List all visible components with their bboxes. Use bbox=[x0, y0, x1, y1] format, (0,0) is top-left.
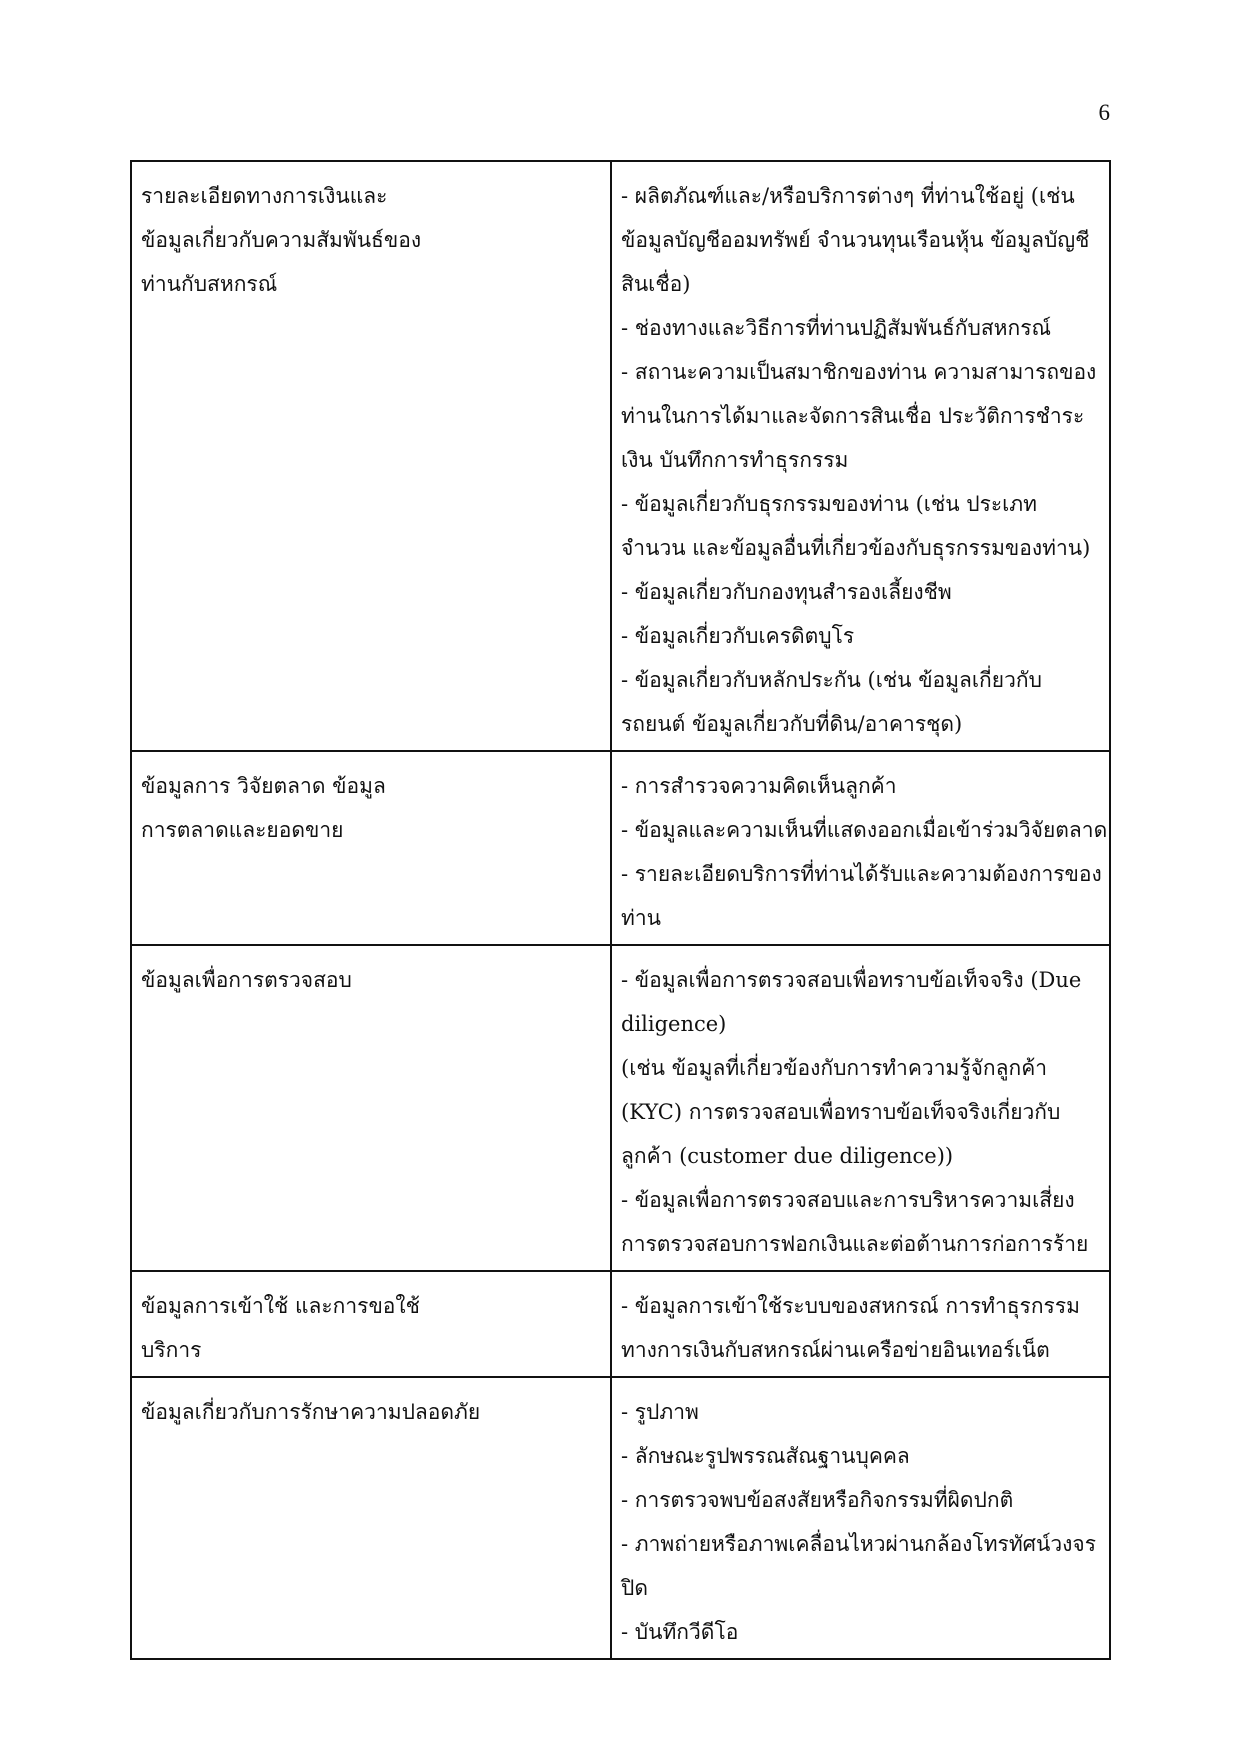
details-line: - ข้อมูลเกี่ยวกับเครดิตบูโร bbox=[621, 624, 855, 648]
details-line: จำนวน และข้อมูลอื่นที่เกี่ยวข้องกับธุรกรรมของท่าน) bbox=[621, 536, 1091, 560]
details-line: รถยนต์ ข้อมูลเกี่ยวกับที่ดิน/อาคารชุด) bbox=[621, 712, 963, 736]
details-cell bbox=[611, 1271, 1110, 1377]
details-line: - การสำรวจความคิดเห็นลูกค้า bbox=[621, 774, 897, 798]
category-line: รายละเอียดทางการเงินและ bbox=[141, 184, 388, 208]
category-cell bbox=[131, 1377, 611, 1659]
details-line: ท่าน bbox=[621, 906, 661, 930]
details-line: diligence) bbox=[621, 1012, 727, 1036]
table-row bbox=[131, 1271, 1110, 1377]
details-line: - ข้อมูลการเข้าใช้ระบบของสหกรณ์ การทำธุรกรรม bbox=[621, 1294, 1080, 1318]
category-line: ข้อมูลการเข้าใช้ และการขอใช้ bbox=[141, 1294, 420, 1318]
category-line: การตลาดและยอดขาย bbox=[141, 818, 344, 842]
category-line: ข้อมูลเพื่อการตรวจสอบ bbox=[141, 968, 352, 992]
details-line: - ภาพถ่ายหรือภาพเคลื่อนไหวผ่านกล้องโทรทัศน์วงจร bbox=[621, 1532, 1096, 1556]
details-line: - ข้อมูลและความเห็นที่แสดงออกเมื่อเข้าร่วมวิจัยตลาด bbox=[621, 818, 1108, 842]
details-cell bbox=[611, 1377, 1110, 1659]
details-line: - ข้อมูลเพื่อการตรวจสอบและการบริหารความเสี่ยง bbox=[621, 1188, 1075, 1212]
category-line: ท่านกับสหกรณ์ bbox=[141, 272, 278, 296]
details-line: - บันทึกวีดีโอ bbox=[621, 1620, 739, 1644]
details-line: - ผลิตภัณฑ์และ/หรือบริการต่างๆ ที่ท่านใช้อยู่ (เช่น bbox=[621, 184, 1075, 208]
details-line: - ลักษณะรูปพรรณสัณฐานบุคคล bbox=[621, 1444, 910, 1468]
details-line: - ช่องทางและวิธีการที่ท่านปฏิสัมพันธ์กับสหกรณ์ bbox=[621, 316, 1051, 340]
details-line: - ข้อมูลเกี่ยวกับกองทุนสำรองเลี้ยงชีพ bbox=[621, 580, 952, 604]
category-cell bbox=[131, 945, 611, 1271]
personal-data-table bbox=[130, 160, 1111, 1660]
category-cell bbox=[131, 161, 611, 751]
details-line: ปิด bbox=[621, 1576, 648, 1600]
details-cell bbox=[611, 751, 1110, 945]
details-line: ทางการเงินกับสหกรณ์ผ่านเครือข่ายอินเทอร์เน็ต bbox=[621, 1338, 1050, 1362]
details-line: - รายละเอียดบริการที่ท่านได้รับและความต้องการของ bbox=[621, 862, 1102, 886]
details-line: (เช่น ข้อมูลที่เกี่ยวข้องกับการทำความรู้จักลูกค้า bbox=[621, 1056, 1048, 1080]
details-line: เงิน บันทึกการทำธุรกรรม bbox=[621, 448, 849, 472]
category-cell bbox=[131, 1271, 611, 1377]
category-line: ข้อมูลเกี่ยวกับการรักษาความปลอดภัย bbox=[141, 1400, 481, 1424]
category-line: บริการ bbox=[141, 1338, 202, 1362]
details-line: - รูปภาพ bbox=[621, 1400, 699, 1424]
category-cell bbox=[131, 751, 611, 945]
details-cell bbox=[611, 161, 1110, 751]
details-line: ลูกค้า (customer due diligence)) bbox=[621, 1144, 954, 1168]
table-row bbox=[131, 945, 1110, 1271]
details-line: ท่านในการได้มาและจัดการสินเชื่อ ประวัติการชำระ bbox=[621, 404, 1085, 428]
details-line: - ข้อมูลเพื่อการตรวจสอบเพื่อทราบข้อเท็จจริง (Due bbox=[621, 968, 1082, 992]
table-row bbox=[131, 161, 1110, 751]
details-line: - การตรวจพบข้อสงสัยหรือกิจกรรมที่ผิดปกติ bbox=[621, 1488, 1014, 1512]
page-number: 6 bbox=[1098, 100, 1110, 125]
details-line: - สถานะความเป็นสมาชิกของท่าน ความสามารถของ bbox=[621, 360, 1097, 384]
details-line: - ข้อมูลเกี่ยวกับหลักประกัน (เช่น ข้อมูลเกี่ยวกับ bbox=[621, 668, 1042, 692]
details-line: ข้อมูลบัญชีออมทรัพย์ จำนวนทุนเรือนหุ้น ข้อมูลบัญชี bbox=[621, 228, 1090, 252]
details-line: (KYC) การตรวจสอบเพื่อทราบข้อเท็จจริงเกี่ยวกับ bbox=[621, 1100, 1061, 1124]
category-line: ข้อมูลการ วิจัยตลาด ข้อมูล bbox=[141, 774, 386, 798]
details-line: การตรวจสอบการฟอกเงินและต่อต้านการก่อการร้าย bbox=[621, 1232, 1089, 1256]
details-line: สินเชื่อ) bbox=[621, 272, 691, 296]
details-cell bbox=[611, 945, 1110, 1271]
table-row bbox=[131, 1377, 1110, 1659]
details-line: - ข้อมูลเกี่ยวกับธุรกรรมของท่าน (เช่น ประเภท bbox=[621, 492, 1037, 516]
table-row bbox=[131, 751, 1110, 945]
category-line: ข้อมูลเกี่ยวกับความสัมพันธ์ของ bbox=[141, 228, 422, 252]
